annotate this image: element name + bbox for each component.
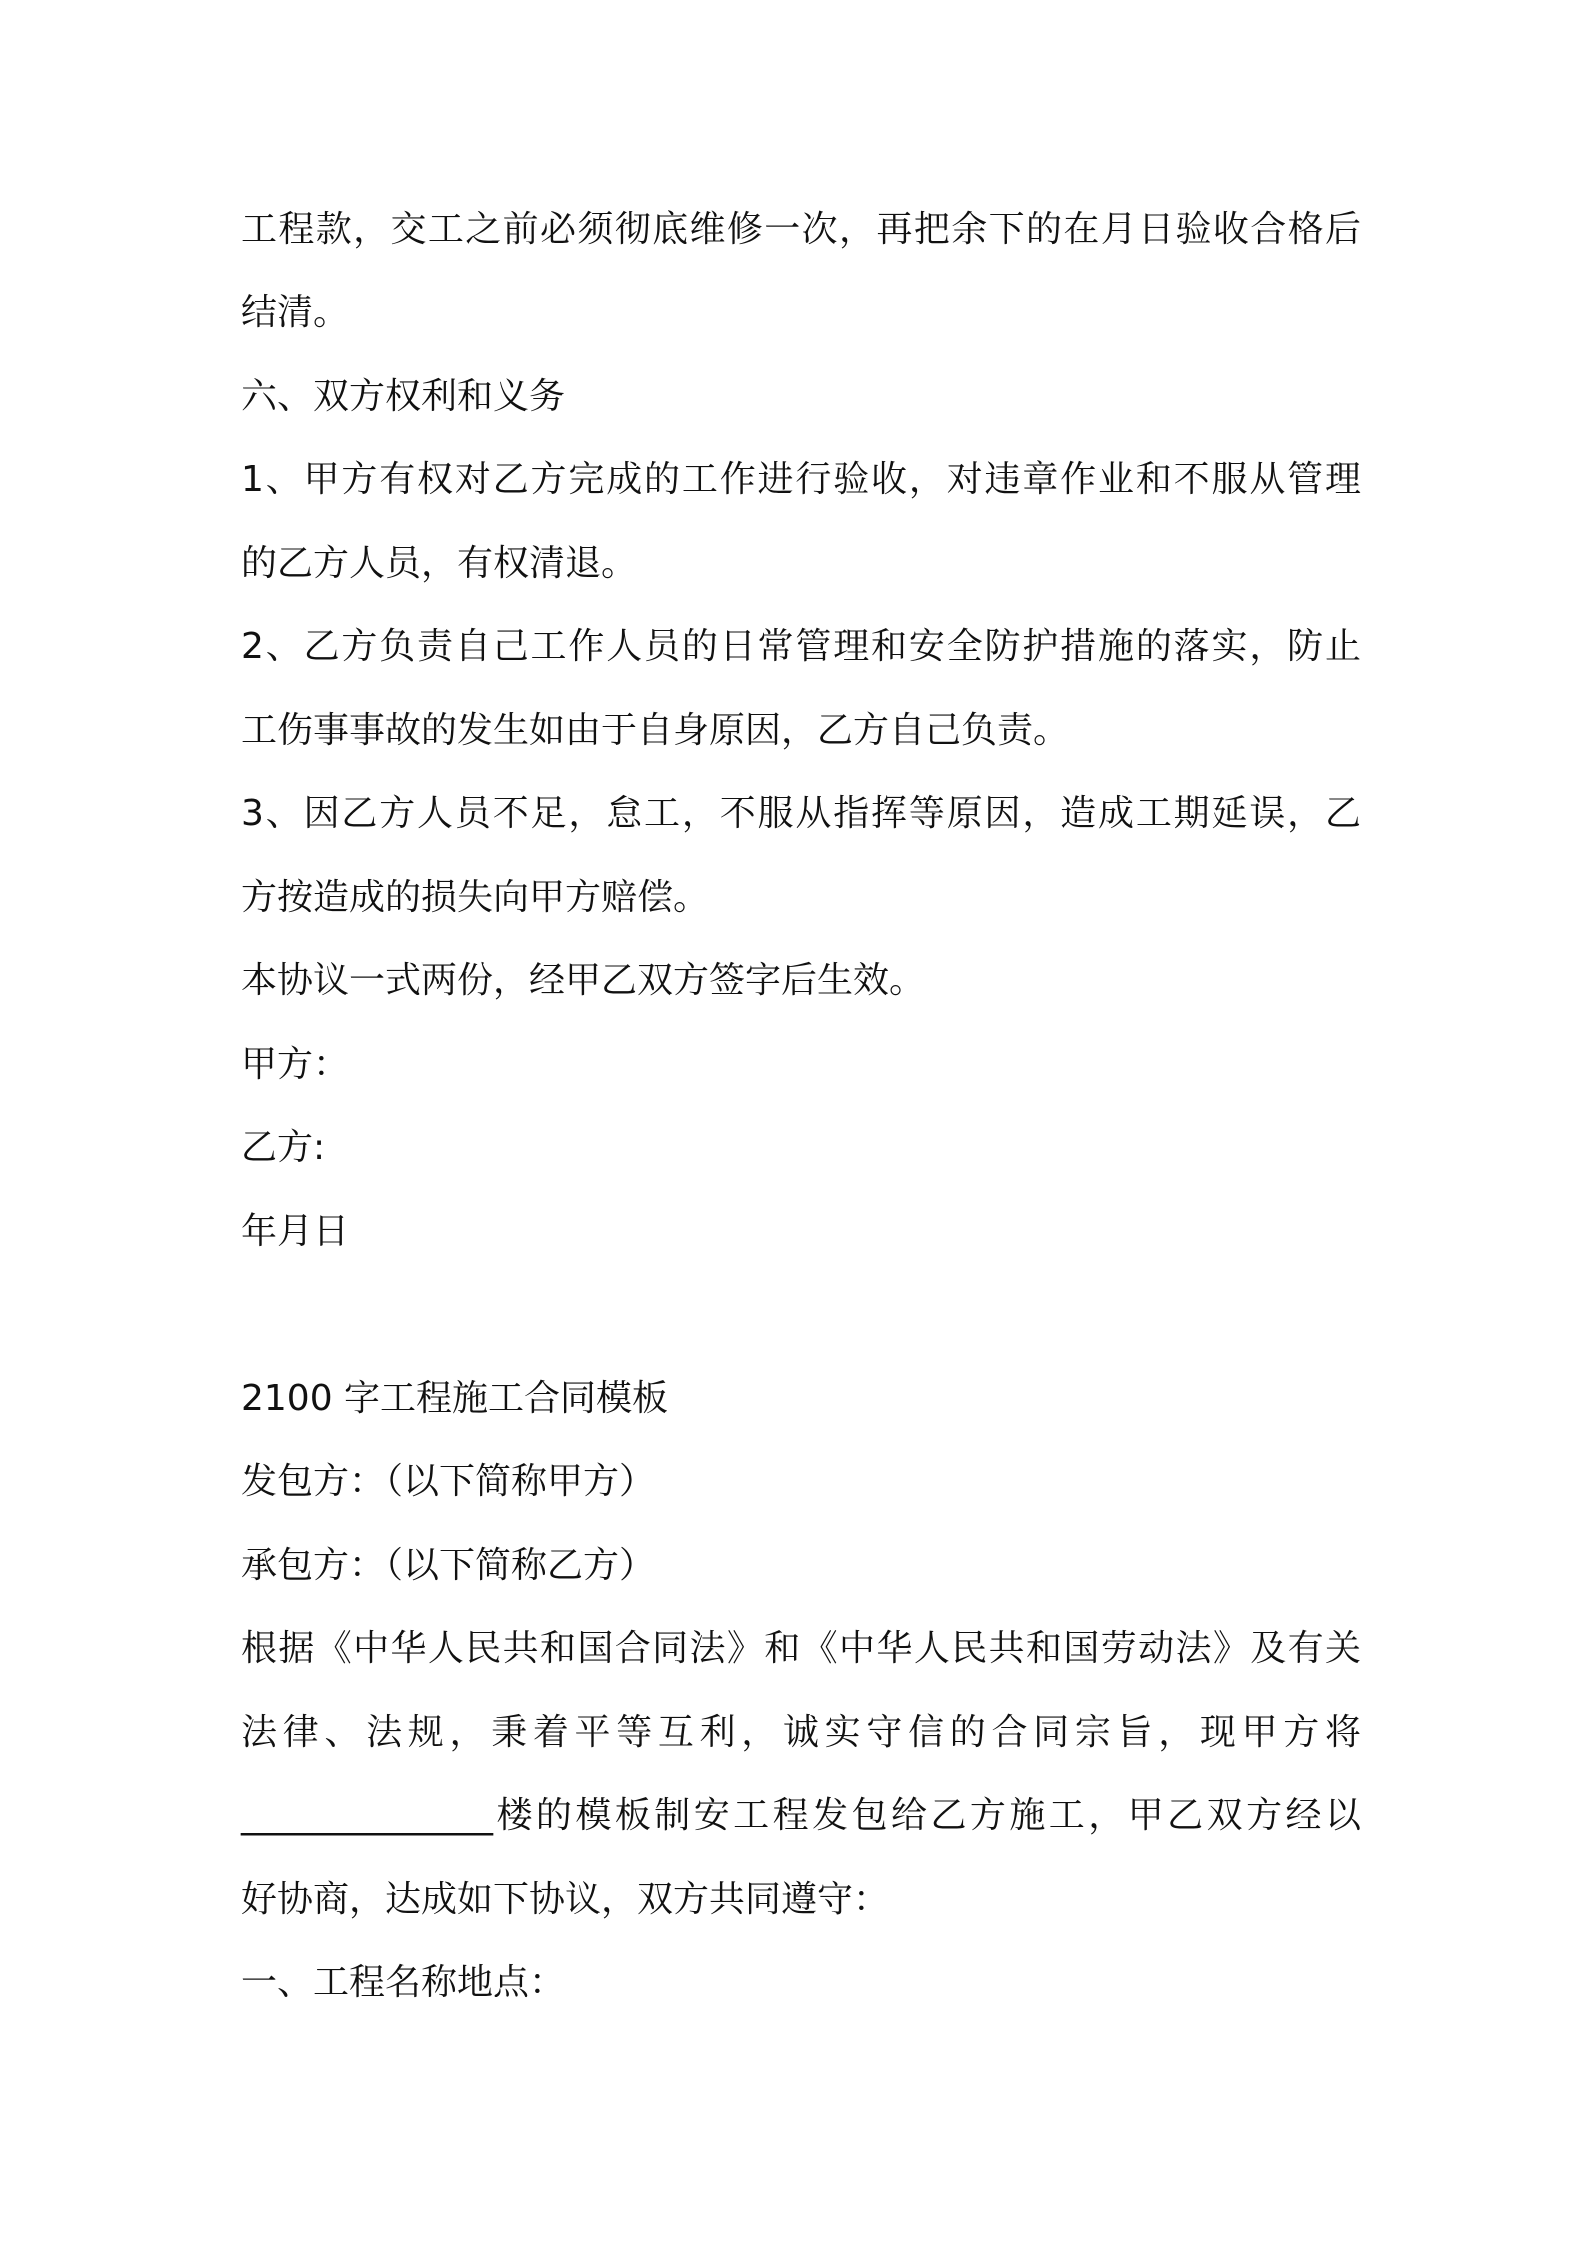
- list-item-continuation: 方按造成的损失向甲方赔偿。: [241, 877, 710, 918]
- contract-party-line: 承包方：（以下简称乙方）: [241, 1545, 656, 1586]
- list-item: 2、乙方负责自己工作人员的日常管理和安全防护措施的落实，防止: [241, 626, 1361, 667]
- contract-party-line: 发包方：（以下简称甲方）: [241, 1461, 656, 1502]
- section-heading: 六、双方权利和义务: [241, 376, 566, 417]
- signature-party-a: 甲方：: [241, 1044, 350, 1085]
- list-item: 3、因乙方人员不足，怠工，不服从指挥等原因，造成工期延误，乙: [241, 793, 1361, 834]
- signature-party-b: 乙方:: [241, 1127, 326, 1168]
- paragraph-line: 结清。: [241, 292, 350, 333]
- signature-date: 年月日: [241, 1211, 350, 1252]
- paragraph-line: 工程款，交工之前必须彻底维修一次，再把余下的在月日验收合格后: [241, 209, 1361, 250]
- paragraph-line: 根据《中华人民共和国合同法》和《中华人民共和国劳动法》及有关: [241, 1628, 1361, 1669]
- list-item-continuation: 工伤事事故的发生如由于自身原因，乙方自己负责。: [241, 710, 1070, 751]
- document-title: 2100 字工程施工合同模板: [241, 1378, 669, 1419]
- paragraph-line: ______________楼的模板制安工程发包给乙方施工，甲乙双方经以: [241, 1795, 1361, 1836]
- section-heading: 一、工程名称地点：: [241, 1962, 566, 2003]
- paragraph-line: 本协议一式两份，经甲乙双方签字后生效。: [241, 960, 926, 1001]
- list-item-continuation: 的乙方人员，有权清退。: [241, 543, 638, 584]
- paragraph-line: 法律、法规，秉着平等互利，诚实守信的合同宗旨，现甲方将: [241, 1712, 1361, 1753]
- paragraph-line: 好协商，达成如下协议，双方共同遵守：: [241, 1879, 890, 1920]
- list-item: 1、甲方有权对乙方完成的工作进行验收，对违章作业和不服从管理: [241, 459, 1361, 500]
